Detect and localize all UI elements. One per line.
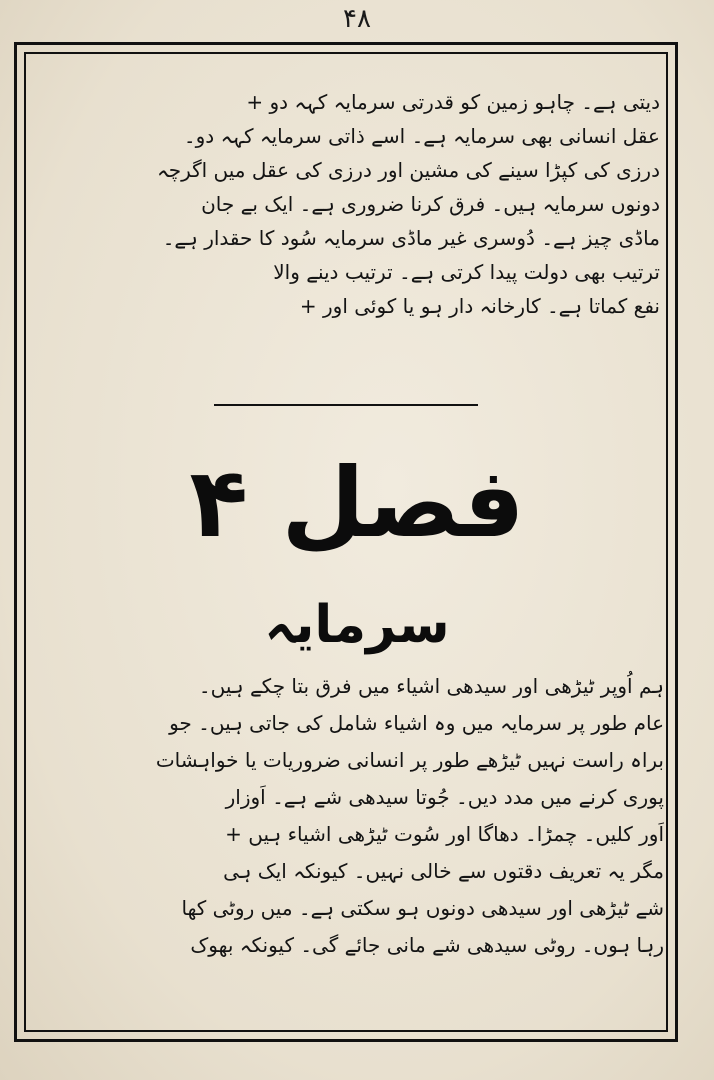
text-line: پوری کرنے میں مدد دیں۔ جُوتا سیدھی شے ہے۔ اَوزار: [225, 785, 664, 809]
text-line: درزی کی کپڑا سینے کی مشین اور درزی کی عقل میں اگرچہ: [156, 158, 660, 182]
section-divider: [214, 404, 478, 406]
text-line: رہا ہوں۔ روٹی سیدھی شے مانی جائے گی۔ کیونکہ بھوک: [190, 933, 664, 957]
text-line: اَور کلیں۔ چمڑا۔ دھاگا اور سُوت ٹیڑھی اشیاء ہیں +: [225, 822, 664, 846]
text-line: ہم اُوپر ٹیڑھی اور سیدھی اشیاء میں فرق بتا چکے ہیں۔: [198, 674, 664, 698]
upper-paragraph: [50, 84, 660, 322]
text-line: مگر یہ تعریف دقتوں سے خالی نہیں۔ کیونکہ ایک ہی: [223, 859, 664, 883]
text-line: نفع کماتا ہے۔ کارخانہ دار ہو یا کوئی اور +: [299, 294, 660, 318]
text-line: ترتیب بھی دولت پیدا کرتی ہے۔ ترتیب دینے والا: [273, 260, 660, 284]
text-line: دیتی ہے۔ چاہو زمین کو قدرتی سرمایہ کہہ دو +: [246, 90, 660, 114]
section-heading: سرمایہ: [264, 595, 450, 655]
lower-paragraph: [44, 668, 664, 964]
text-line: براہ راست نہیں ٹیڑھے طور پر انسانی ضروریات یا خواہشات: [155, 748, 664, 772]
text-line: دونوں سرمایہ ہیں۔ فرق کرنا ضروری ہے۔ ایک بے جان: [201, 192, 660, 216]
chapter-heading: فصل ۴: [189, 447, 525, 559]
text-line: شے ٹیڑھی اور سیدھی دونوں ہو سکتی ہے۔ میں روٹی کھا: [181, 896, 664, 920]
text-line: ماڈی چیز ہے۔ دُوسری غیر ماڈی سرمایہ سُود کا حقدار ہے۔: [162, 226, 660, 250]
page-number: ۴۸: [343, 4, 371, 34]
text-line: عقل انسانی بھی سرمایہ ہے۔ اسے ذاتی سرمایہ کہہ دو۔: [183, 124, 660, 148]
text-line: عام طور پر سرمایہ میں وہ اشیاء شامل کی جاتی ہیں۔ جو: [169, 711, 664, 735]
